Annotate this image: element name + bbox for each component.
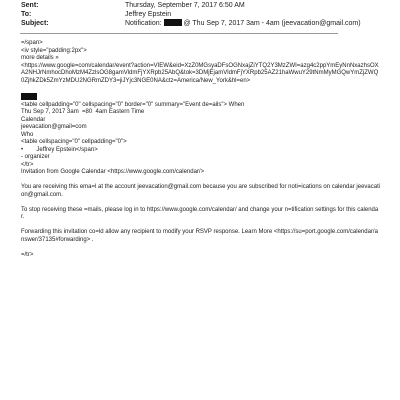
attendee-line: • Jeffrey Epstein</span> bbox=[21, 146, 98, 153]
forwarding-notice: Forwarding this invitation co=ld allow any recipient to modify your RSVP response. Learn More <https://su=port.google.com/calendar/answer/37135#forwarding> . bbox=[21, 229, 378, 243]
event-url[interactable]: <https://www.google=com/calendar/event?action=VIEW&eid=XzZ0MGsyaDFsOGNxajZiYTQ2Y3MzZWI=azg4c2ppYmEyNnNxazhsOXA2NHJrNmhocDhoMzM4ZzlsOG8gam​VldmFjYXRpb25AbQ&tok=3DMjEjamVldmFjYXRpb25AZ21haWwuY29tNmMyMGQwYmZjZWQ0ZjhkZDk5ZmYzMDU2NGRmZDY3=jiJYjc3NGE0NA&ctz=America/New_York&hl=en> bbox=[21, 62, 379, 84]
body-line: Who bbox=[21, 131, 34, 138]
to-label: To: bbox=[21, 11, 32, 18]
body-line: =/tr> bbox=[21, 251, 34, 258]
body-line: Calendar bbox=[21, 116, 46, 123]
sent-value: Thursday, September 7, 2017 6:50 AM bbox=[125, 2, 245, 9]
calendar-email: jeevacation@gmail=com bbox=[21, 124, 87, 130]
event-time: Thu Sep 7, 2017 3am =80 4am Eastern Time bbox=[21, 109, 145, 115]
body-line: <table cellpadding="0" cellspacing="0" border="0" summary="Event de=ails"> When bbox=[21, 101, 245, 108]
header-divider bbox=[20, 33, 338, 34]
body-line: =/span> bbox=[21, 40, 43, 46]
to-value: Jeffrey Epstein bbox=[125, 11, 172, 18]
redaction-bar bbox=[164, 19, 182, 26]
unsubscribe-notice: To stop receiving these =mails, please log in to https://www.google.com/calendar/ and change your n=tification settings for this calendar. bbox=[21, 206, 379, 220]
subject-value bbox=[125, 19, 361, 28]
subject-suffix: @ Thu Sep 7, 2017 3am - 4am (jeevacation@gmail.com) bbox=[183, 20, 361, 27]
subscription-notice: You are receiving this ema=l at the account jeevacation@gmail.com because you are subscribed for noti=ications on calendar jeevacation@gmail.com. bbox=[21, 184, 381, 198]
redaction-bar bbox=[21, 93, 37, 100]
sent-label: Sent: bbox=[21, 2, 39, 9]
invitation-link[interactable]: Invitation from Google Calendar <https://www.google.com/calendar/> bbox=[21, 169, 205, 175]
more-details-link[interactable]: more details » bbox=[21, 55, 59, 61]
body-line: </tr> bbox=[21, 161, 34, 168]
subject-label: Subject: bbox=[21, 20, 49, 27]
body-line: <iv style="padding:2px"> bbox=[21, 47, 87, 54]
body-line: <table cellspacing="0" cellpadding="0"> bbox=[21, 139, 127, 145]
subject-prefix: Notification: bbox=[125, 20, 162, 27]
body-line: - organizer bbox=[21, 154, 50, 160]
email-body bbox=[21, 40, 381, 259]
